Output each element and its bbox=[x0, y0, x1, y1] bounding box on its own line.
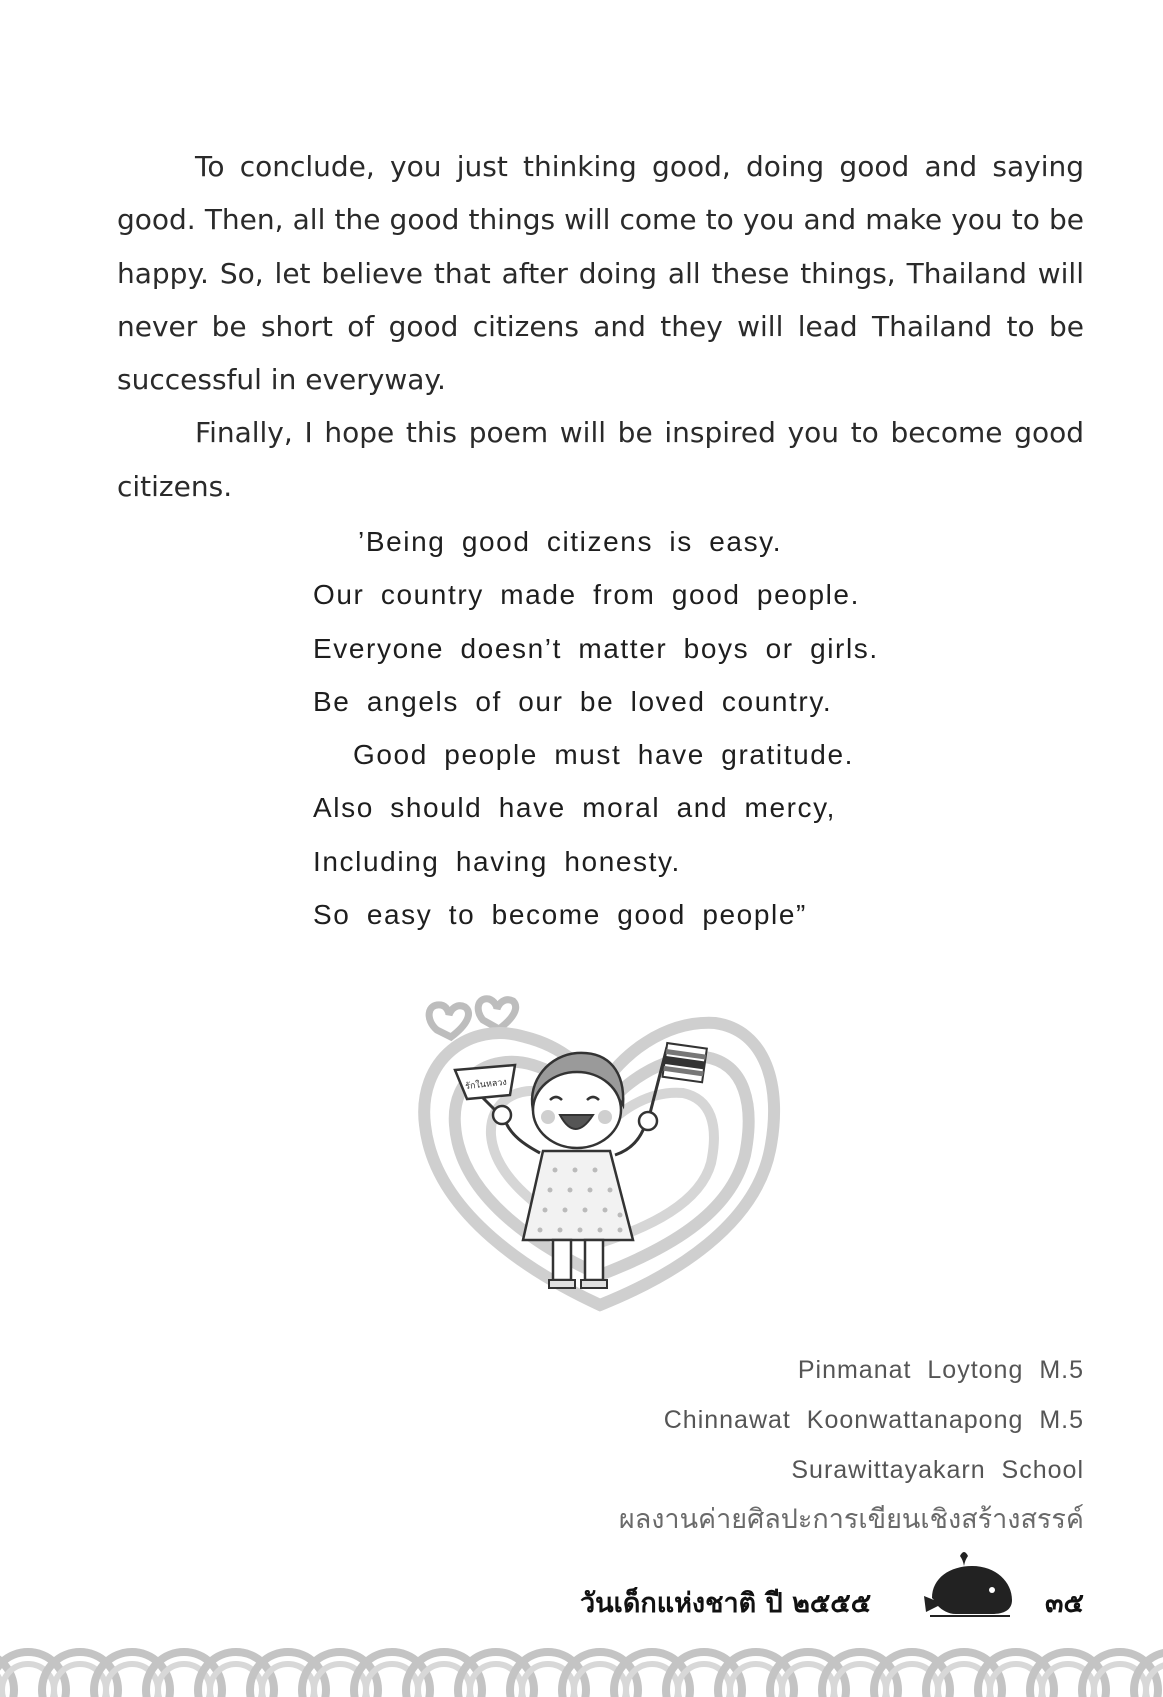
page-number: ๓๕ bbox=[1045, 1588, 1084, 1619]
body-text bbox=[117, 140, 1084, 513]
flag-text: รักในหลวง bbox=[464, 1077, 508, 1093]
paragraph-finally bbox=[117, 406, 1084, 513]
paragraph-conclusion bbox=[117, 140, 1084, 406]
program-name: ผลงานค่ายศิลปะการเขียนเชิงสร้างสรรค์ bbox=[618, 1504, 1084, 1535]
poem-line: Our country made from good people. bbox=[313, 579, 860, 611]
child-holding-flags-illustration bbox=[415, 975, 785, 1320]
poem-line: Be angels of our be loved country. bbox=[313, 685, 833, 717]
whale-icon bbox=[920, 1548, 1020, 1620]
poem bbox=[313, 515, 1013, 941]
paragraph-finally-text: Finally, I hope this poem will be inspired you to become good citizens. bbox=[117, 416, 1084, 503]
poem-line: Also should have moral and mercy, bbox=[313, 792, 837, 824]
poem-line: Good people must have gratitude. bbox=[353, 739, 855, 771]
author-name: Pinmanat Loytong M.5 bbox=[797, 1356, 1084, 1384]
poem-line: Everyone doesn’t matter boys or girls. bbox=[313, 632, 879, 664]
footer-title: วันเด็กแห่งชาติ ปี ๒๕๕๕ bbox=[580, 1588, 872, 1619]
credits bbox=[619, 1345, 1084, 1545]
poem-line: Including having honesty. bbox=[313, 845, 681, 877]
decorative-rings-border bbox=[0, 1628, 1163, 1697]
paragraph-conclusion-text: To conclude, you just thinking good, doing good and saying good. Then, all the good things will come to you and make you to be happy. So, let believe that after doing all these things, Thailand will never be short of good citizens and they will lead Thailand to be successful in everyway. bbox=[117, 150, 1084, 397]
school-name: Surawittayakarn School bbox=[791, 1456, 1084, 1484]
poem-line: ’Being good citizens is easy. bbox=[358, 526, 783, 557]
author-name: Chinnawat Koonwattanapong M.5 bbox=[663, 1406, 1084, 1434]
poem-line: So easy to become good people” bbox=[313, 899, 807, 931]
